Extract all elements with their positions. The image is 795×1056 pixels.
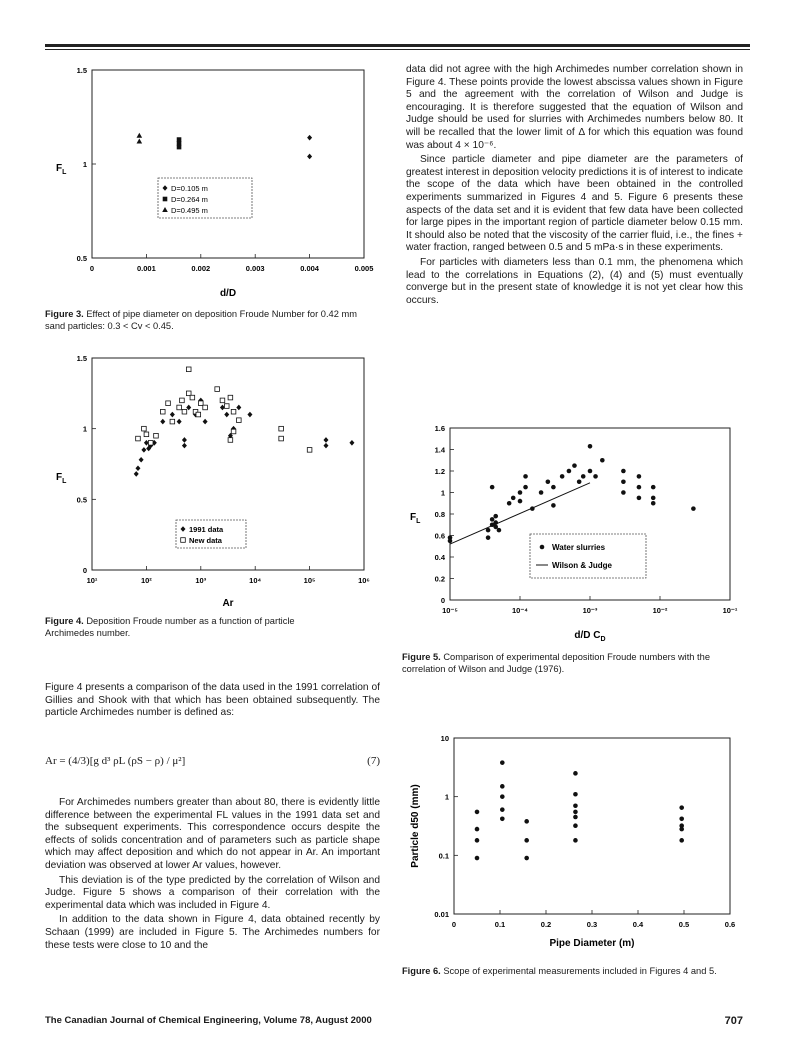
fig5-data-point (490, 485, 495, 490)
fig6-data-point (573, 771, 578, 776)
left-para-2: For Archimedes numbers greater than about 80, there is evidently little difference between the experimental FL values in the 1991 data set and the subsequent experiments. This correspondence occurs despite the effects of solids concentration and of parameters such as particle shape which may affect deposition and which do not appear in Ar. An important deviation was observed at lower Ar values, however. (45, 797, 380, 871)
fig4-data-point (279, 436, 284, 441)
fig5-data-point (651, 501, 656, 506)
fig6-data-point (573, 810, 578, 815)
figure-5-chart (402, 420, 747, 648)
fig5-ytick-label: 0.2 (434, 574, 445, 584)
fig6-data-point (500, 816, 505, 821)
fig6-xtick-label: 0 (451, 920, 457, 929)
fig6-xtick-label: 0.4 (632, 920, 644, 929)
fig4-data-point (237, 418, 242, 423)
fig4-ytick-label: 1 (82, 424, 87, 434)
fig3-xtick-label: 0.001 (137, 264, 156, 273)
fig5-data-point (637, 474, 642, 479)
fig4-caption-label: Figure 4. (45, 616, 84, 626)
fig5-ytick-label: 1.6 (434, 424, 445, 433)
equation-text: Ar = (4/3)[g d³ ρL (ρS − ρ) / μ²] (45, 755, 186, 767)
fig5-data-point (621, 490, 626, 495)
fig4-xtick-label: 10² (140, 576, 152, 585)
fig5-ytick-label: 0.4 (434, 553, 445, 562)
left-para-1: Figure 4 presents a comparison of the data used in the 1991 correlation of Gillies and Shook with that which has been obtained subsequently. The particle Archimedes number is defined as: (45, 682, 380, 719)
fig5-caption-label: Figure 5. (402, 652, 441, 662)
figure-6-caption (402, 966, 742, 978)
top-rule-thin (45, 49, 750, 50)
fig5-xtick-label: 10⁻³ (582, 606, 598, 615)
fig5-data-point (493, 514, 498, 519)
fig5-data-point (511, 496, 516, 501)
fig6-xtick-label: 0.2 (540, 920, 552, 929)
fig4-data-point (236, 405, 241, 411)
fig5-ytick-label: 0 (440, 596, 445, 605)
fig6-data-point (524, 819, 529, 824)
fig5-legend-box (530, 534, 646, 578)
fig6-data-point (573, 803, 578, 808)
fig5-legend-label: Wilson & Judge (552, 561, 612, 570)
fig4-data-point (182, 437, 187, 443)
fig3-legend-label: D=0.105 m (171, 184, 208, 193)
fig4-ytick-label: 0.5 (76, 495, 87, 505)
fig5-ytick-label: 0.8 (434, 510, 445, 519)
fig4-data-point (166, 401, 171, 406)
fig6-data-point (524, 856, 529, 861)
fig3-data-point (307, 135, 312, 141)
fig4-data-point (279, 426, 284, 431)
fig3-xtick-label: 0 (89, 264, 95, 273)
fig4-data-point (136, 436, 141, 441)
fig3-xtick-label: 0.003 (245, 264, 265, 273)
fig3-ytick-label: 1 (82, 160, 87, 169)
fig5-data-point (518, 499, 523, 504)
footer-journal: The Canadian Journal of Chemical Engineering, Volume 78, August 2000 (45, 1015, 372, 1026)
fig4-xtick-label: 10⁴ (249, 576, 262, 585)
fig5-data-point (572, 463, 577, 468)
fig5-data-point (588, 469, 593, 474)
fig4-data-point (190, 395, 195, 400)
fig5-data-point (577, 479, 582, 484)
fig5-xtick-label: 10⁻¹ (722, 606, 738, 615)
fig4-xtick-label: 10⁵ (303, 576, 316, 585)
fig3-legend-label: D=0.495 m (171, 206, 208, 215)
fig5-data-point (593, 474, 598, 479)
fig6-data-point (500, 794, 505, 799)
figure-3-caption (45, 309, 375, 332)
fig6-ylabel: Particle d50 (mm) (410, 784, 421, 868)
fig3-ylabel: $F_L$ (56, 163, 67, 176)
fig3-caption-text: Effect of pipe diameter on deposition Froude Number for 0.42 mm sand particles: 0.3 < Cv < 0.45. (45, 309, 357, 331)
footer-page-number: 707 (724, 1015, 743, 1027)
fig5-data-point (551, 503, 556, 508)
fig4-data-point (182, 409, 187, 414)
fig6-xtick-label: 0.1 (494, 920, 506, 929)
right-column-text (406, 64, 743, 309)
fig5-data-point (551, 485, 556, 490)
fig4-data-point (203, 419, 208, 425)
fig6-data-point (573, 815, 578, 820)
fig5-data-point (560, 474, 565, 479)
fig4-data-point (323, 437, 328, 443)
left-para-4: In addition to the data shown in Figure 4, data obtained recently by Schaan (1999) are included in Figure 5. The Archimedes numbers for these tests were close to 10 and the (45, 914, 380, 951)
right-para-3: For particles with diameters less than 0.1 mm, the phenomena which lead to the correlations in Equations (2), (4) and (5) must eventually converge but in the present state of knowledge it is not yet clear how this occurs. (406, 256, 743, 306)
fig4-data-point (224, 412, 229, 418)
fig6-data-point (524, 838, 529, 843)
fig6-xtick-label: 0.3 (586, 920, 598, 929)
fig4-legend-marker (181, 538, 186, 543)
fig5-data-point (546, 479, 551, 484)
fig4-data-point (142, 426, 147, 431)
fig5-data-point (523, 474, 528, 479)
fig3-legend-marker (163, 197, 168, 202)
figure-6-chart (402, 728, 747, 956)
fig5-data-point (539, 490, 544, 495)
fig5-xtick-label: 10⁻² (652, 606, 668, 615)
fig5-ytick-label: 0.6 (434, 531, 445, 541)
fig4-xtick-label: 10¹ (86, 576, 98, 585)
fig6-data-point (500, 760, 505, 765)
fig5-data-point (651, 496, 656, 501)
fig5-data-point (523, 485, 528, 490)
left-para-3: This deviation is of the type predicted by the correlation of Wilson and Judge. Figure 5 shows a comparison of their correlation with the experimental data which was included in Figure 4. (45, 874, 380, 911)
fig5-data-point (691, 506, 696, 511)
fig4-xtick-label: 10³ (195, 576, 207, 585)
fig3-xtick-label: 0.002 (191, 264, 211, 273)
fig4-legend-label: 1991 data (189, 525, 224, 534)
fig6-ytick-label: 0.01 (434, 910, 449, 919)
fig5-ytick-label: 1.4 (434, 445, 445, 455)
fig6-data-point (573, 838, 578, 843)
fig5-xlabel: d/D $C_D$ (574, 630, 606, 643)
fig6-xtick-label: 0.6 (724, 920, 736, 929)
fig4-data-point (148, 441, 153, 446)
fig5-data-point (507, 501, 512, 506)
fig4-legend-label: New data (189, 536, 222, 545)
fig5-ytick-label: 1.2 (434, 467, 445, 476)
fig6-xtick-label: 0.5 (678, 920, 690, 929)
fig5-xtick-label: 10⁻⁴ (511, 606, 529, 615)
fig4-data-point (177, 405, 182, 410)
fig4-caption-text: Deposition Froude number as a function of particle Archimedes number. (45, 616, 295, 638)
fig6-xlabel: Pipe Diameter (m) (549, 938, 635, 949)
fig5-data-point (490, 517, 495, 522)
fig5-data-point (588, 444, 593, 449)
fig6-data-point (573, 792, 578, 797)
fig4-xtick-label: 10⁶ (358, 576, 370, 585)
fig6-ytick-label: 10 (440, 734, 449, 743)
fig5-data-point (637, 485, 642, 490)
fig6-data-point (475, 810, 480, 815)
fig4-data-point (247, 412, 252, 418)
left-column-text-2 (45, 797, 380, 954)
fig5-data-point (518, 490, 523, 495)
fig3-data-point (307, 154, 312, 160)
fig6-data-point (679, 838, 684, 843)
equation-7 (45, 755, 380, 767)
fig4-data-point (144, 432, 149, 437)
figure-3-chart (40, 58, 380, 303)
fig3-xlabel: d/D (219, 288, 237, 299)
fig3-data-point (137, 133, 143, 138)
fig5-ylabel: $F_L$ (410, 512, 421, 525)
fig3-xtick-label: 0.004 (300, 264, 319, 273)
fig6-data-point (475, 856, 480, 861)
fig5-data-point (581, 474, 586, 479)
fig3-caption-label: Figure 3. (45, 309, 84, 319)
fig3-data-point (137, 138, 143, 143)
fig4-data-point (228, 438, 233, 443)
fig6-ytick-label: 1 (444, 792, 449, 802)
fig4-data-point (160, 409, 165, 414)
fig4-data-point (180, 398, 185, 403)
fig6-data-point (679, 816, 684, 821)
fig4-data-point (215, 387, 220, 392)
fig4-data-point (141, 447, 146, 453)
fig3-xtick-label: 0.005 (354, 264, 374, 273)
top-rule-thick (45, 44, 750, 47)
fig4-ytick-label: 1.5 (76, 354, 87, 363)
fig4-ylabel: $F_L$ (56, 472, 67, 485)
fig5-data-point (448, 539, 453, 544)
fig6-plot-frame (454, 738, 730, 914)
fig4-data-point (224, 404, 229, 409)
fig4-data-point (349, 440, 354, 446)
equation-number: (7) (367, 755, 380, 767)
fig5-data-point (600, 458, 605, 463)
fig3-ytick-label: 0.5 (76, 254, 87, 263)
fig4-data-point (228, 395, 233, 400)
fig4-data-point (307, 448, 312, 453)
fig4-data-point (160, 419, 165, 425)
fig4-data-point (231, 429, 236, 434)
fig4-data-point (170, 419, 175, 424)
fig4-data-point (139, 457, 144, 463)
right-para-2: Since particle diameter and pipe diameter are the parameters of greatest interest in deposition velocity predictions it is of interest to indicate the scope of the data which have been obtained in the controlled experiments summarized in Figures 4 and 5. Figure 6 presents these aspects of the data set and it is evident that few data have been collected for large pipes in the important region of particle diameter below 0.15 mm. It should also be noted that the viscosity of the carrier fluid, i.e., the fines + water fraction, ranged between 0.5 and 5 mPa·s in these experiments. (406, 154, 743, 254)
left-column-text (45, 682, 380, 722)
fig4-data-point (203, 405, 208, 410)
fig4-data-point (170, 412, 175, 418)
figure-5-caption (402, 652, 742, 675)
fig4-data-point (196, 412, 201, 417)
fig6-data-point (475, 838, 480, 843)
fig6-data-point (500, 784, 505, 789)
fig4-ytick-label: 0 (82, 566, 87, 575)
fig6-data-point (679, 827, 684, 832)
fig6-data-point (500, 807, 505, 812)
fig4-xlabel: Ar (222, 598, 234, 609)
fig4-data-point (323, 443, 328, 449)
figure-4-caption (45, 616, 345, 639)
fig3-plot-frame (92, 70, 364, 258)
fig5-xtick-label: 10⁻⁵ (442, 606, 458, 615)
fig4-data-point (177, 419, 182, 425)
fig3-legend-label: D=0.264 m (171, 195, 208, 204)
fig5-legend-marker (540, 545, 545, 550)
fig5-data-point (637, 496, 642, 501)
fig6-caption-text: Scope of experimental measurements included in Figures 4 and 5. (440, 966, 717, 976)
fig4-data-point (231, 409, 236, 414)
fig3-data-point (177, 145, 182, 150)
figure-4-chart (40, 348, 380, 610)
fig6-ytick-label: 0.1 (438, 851, 449, 861)
fig4-data-point (182, 443, 187, 449)
fig5-caption-text: Comparison of experimental deposition Froude numbers with the correlation of Wilson and Judge (1976). (402, 652, 710, 674)
fig4-data-point (135, 465, 140, 471)
fig4-data-point (186, 367, 191, 372)
fig5-data-point (567, 469, 572, 474)
right-para-1: data did not agree with the high Archimedes number correlation shown in Figure 4. These points provide the lowest abscissa values shown in Figure 5 and the agreement with the correlation of Wilson and Judge is encouraging. It is therefore suggested that the equation of Wilson and Judge should be used for slurries with Archimedes numbers below 80. It will be recalled that the lower limit of Δ for which this equation was found was about 4 × 10⁻⁶. (406, 64, 743, 151)
fig5-data-point (486, 535, 491, 540)
fig5-data-point (651, 485, 656, 490)
fig4-data-point (220, 398, 225, 403)
fig6-data-point (475, 827, 480, 832)
fig4-data-point (134, 471, 139, 477)
fig6-caption-label: Figure 6. (402, 966, 441, 976)
fig5-legend-label: Water slurries (552, 543, 606, 552)
fig5-data-point (621, 479, 626, 484)
fig5-ytick-label: 1 (440, 488, 445, 498)
fig6-data-point (573, 823, 578, 828)
fig4-data-point (154, 433, 159, 438)
fig6-data-point (679, 805, 684, 810)
fig5-data-point (497, 528, 502, 533)
fig5-data-point (621, 469, 626, 474)
fig3-ytick-label: 1.5 (76, 66, 87, 75)
